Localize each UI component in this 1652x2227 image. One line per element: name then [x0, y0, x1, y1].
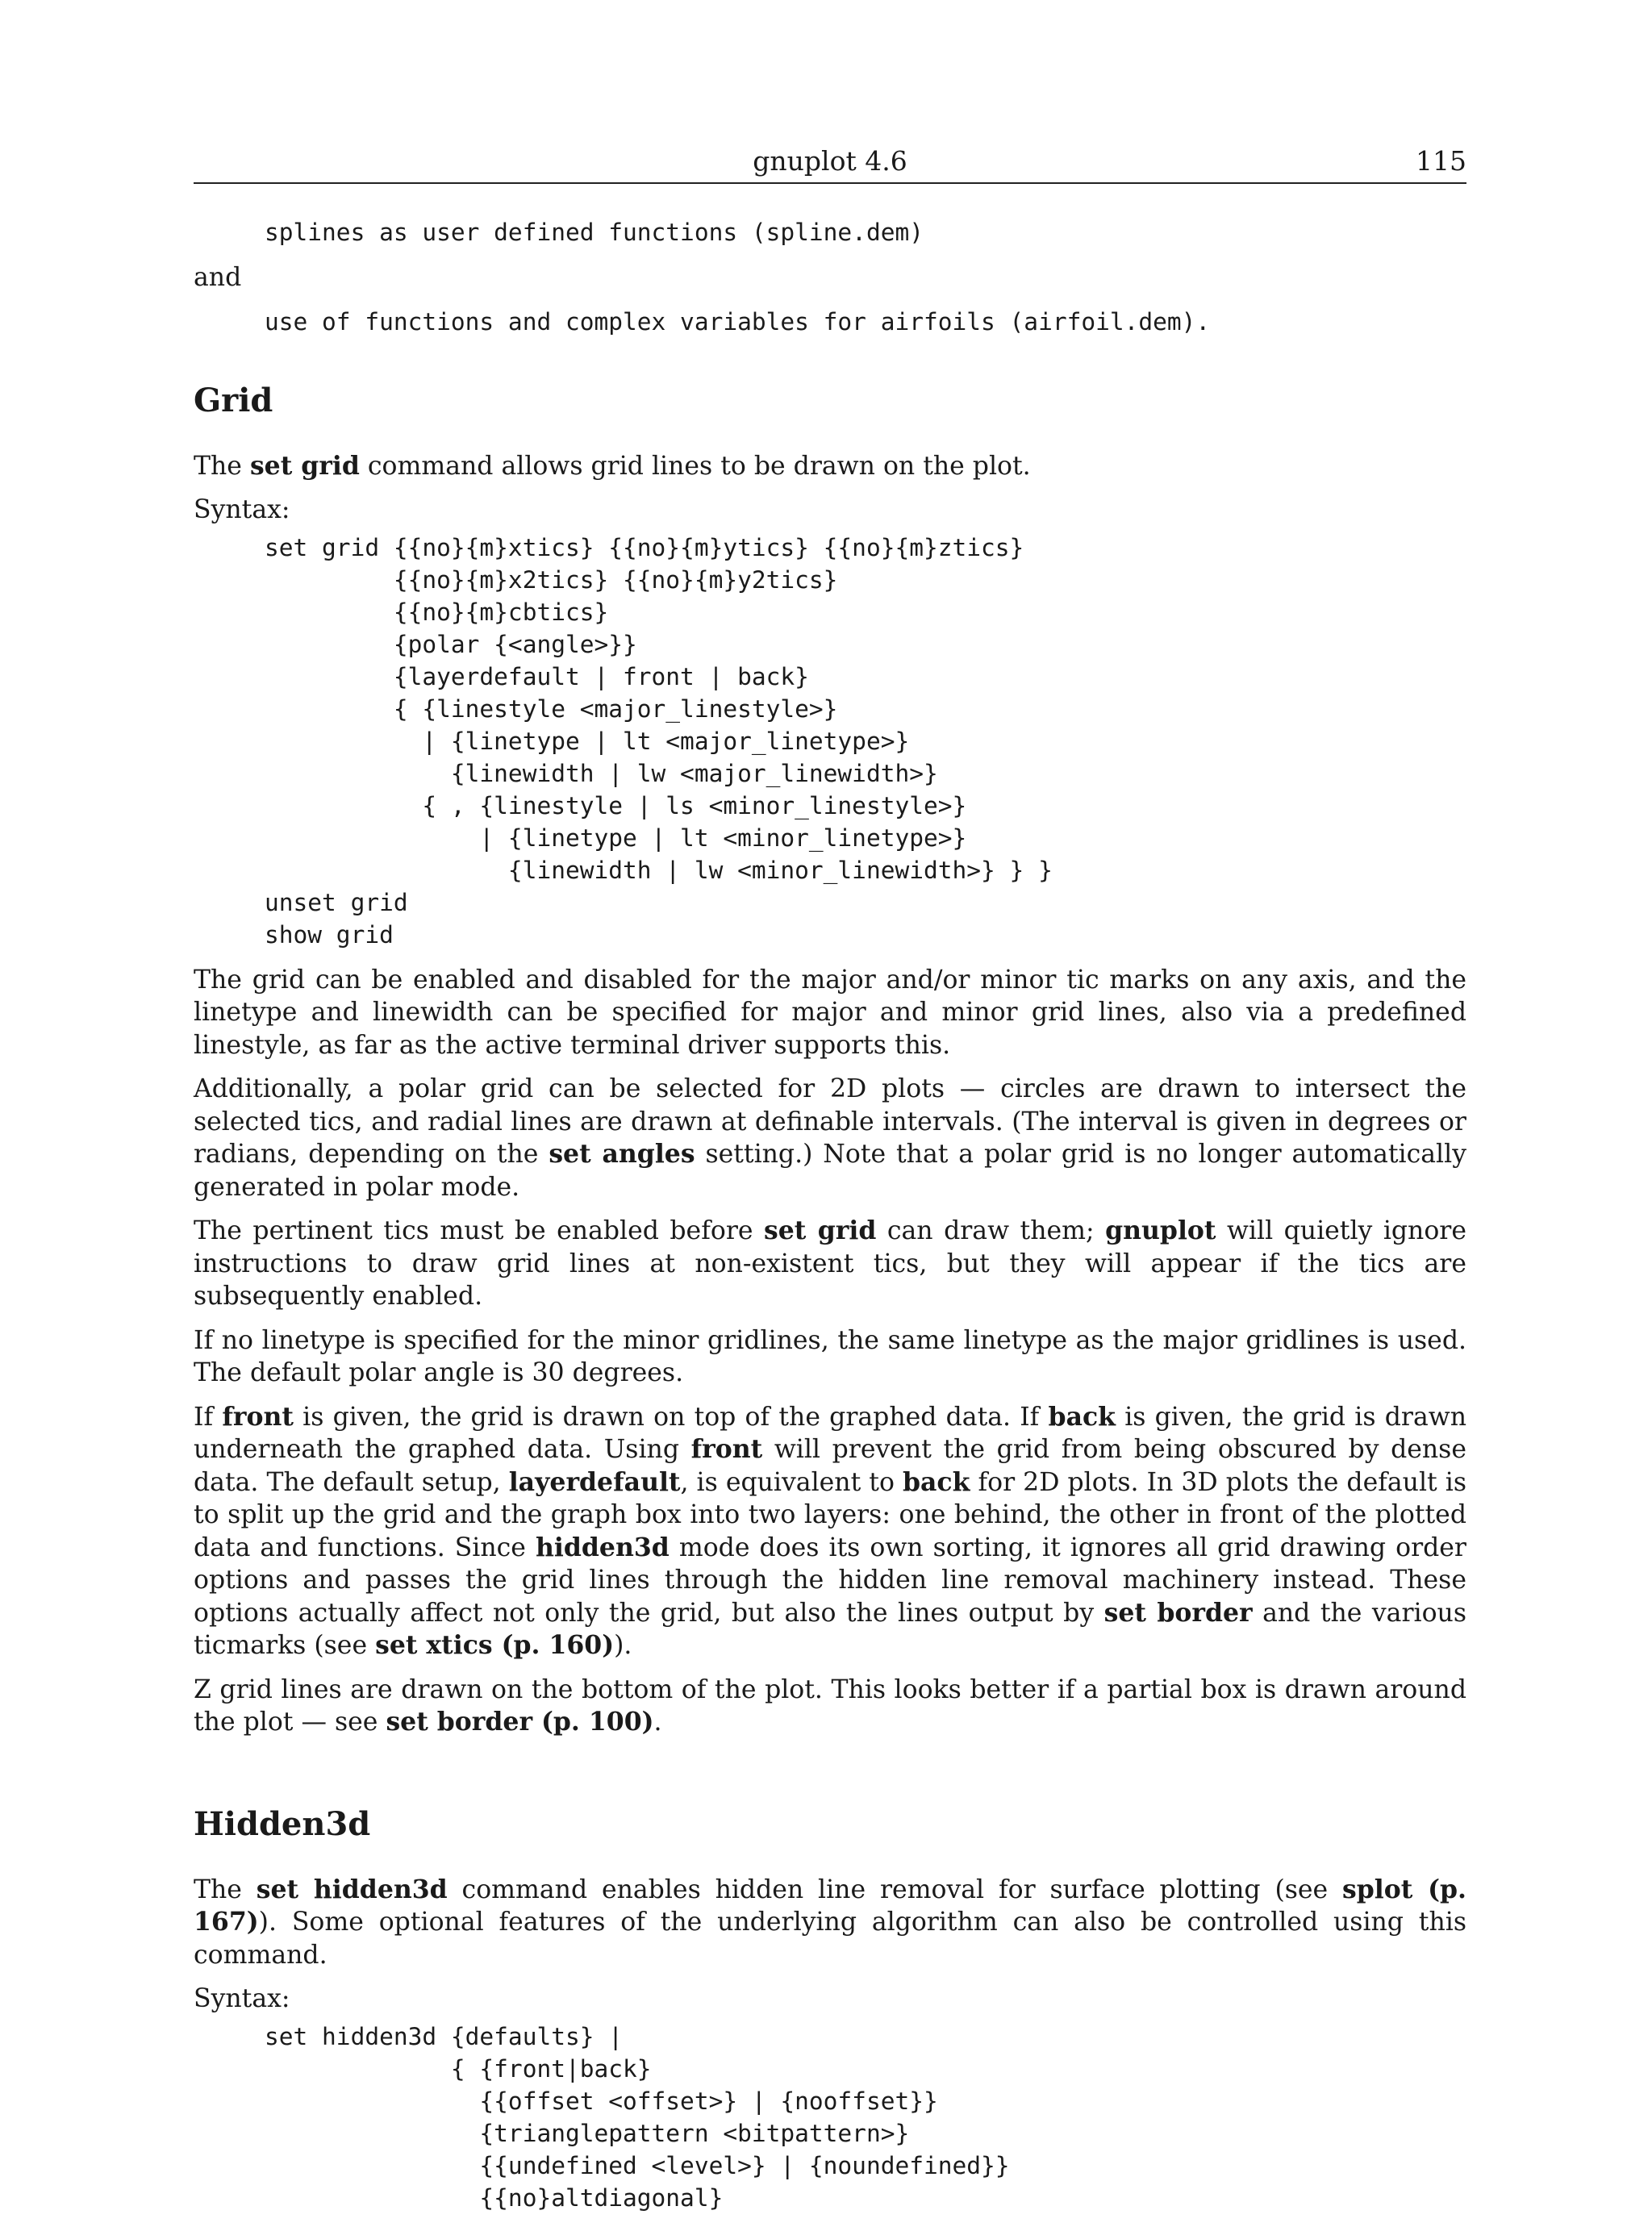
hidden3d-intro-paragraph — [194, 1874, 1466, 1972]
grid-intro-paragraph — [194, 450, 1466, 483]
text-run: for 2D plots. In 3D plots the default is to split up the grid and the graph box into two layers: one behind, the other in front of the plotted data and functions. Since — [194, 1467, 1466, 1562]
text-run: command enables hidden line removal for surface plotting (see — [447, 1875, 1343, 1904]
page-number: 115 — [1416, 145, 1466, 177]
text-run: The — [194, 1875, 257, 1904]
text-run: The — [194, 451, 250, 481]
text-run: If — [194, 1402, 223, 1432]
keyword-back: back — [902, 1466, 970, 1497]
grid-paragraph-6 — [194, 1674, 1466, 1739]
keyword-layerdefault: layerdefault — [508, 1466, 681, 1497]
grid-paragraph-1: The grid can be enabled and disabled for the major and/or minor tic marks on any axis, and the linetype and linewidth can be specified for major and minor grid lines, also via a predefined linestyle, as far as the active terminal driver supports this. — [194, 965, 1466, 1060]
text-run: ). Some optional features of the underlying algorithm can also be controlled using this command. — [194, 1908, 1466, 1970]
text-run: Z grid lines are drawn on the bottom of the plot. This looks better if a partial box is drawn around the plot — see — [194, 1674, 1466, 1737]
reference-set-xtics: set xtics (p. 160) — [375, 1630, 615, 1660]
text-run: can draw them; — [876, 1216, 1106, 1245]
keyword-back: back — [1048, 1401, 1116, 1432]
hidden3d-syntax-code: set hidden3d {defaults} | { {front|back} {{offset <offset>} | {nooffset}} {trianglepattern <bitpattern>} {{undefined <level>} | {noundefined}} {{no}altdiagonal} — [265, 2022, 1010, 2212]
text-run: , is equivalent to — [680, 1467, 903, 1497]
text-run: is given, the grid is drawn underneath the graphed data. Using — [194, 1402, 1466, 1464]
section-heading-grid: Grid — [194, 381, 273, 419]
reference-splot: splot (p. 167) — [194, 1874, 1467, 1937]
command-set-hidden3d: set hidden3d — [256, 1874, 448, 1904]
grid-syntax-code: set grid {{no}{m}xtics} {{no}{m}ytics} {{no}{m}ztics} {{no}{m}x2tics} {{no}{m}y2tics} {{no}{m}cbtics} {polar {<angle>}} {layerdefault | front | back} { {linestyle <major_linestyle>} | {linetype | lt <major_linetype>} {linewidth | lw <major_linewidth>} { , {linestyle | ls <minor_linestyle>} | {linetype | lt <minor_linetype>} {linewidth | lw <minor_linewidth>} } } unset grid show grid — [265, 533, 1053, 949]
page-header — [194, 145, 1466, 184]
grid-paragraph-3 — [194, 1215, 1466, 1313]
grid-paragraph-4: If no linetype is specified for the minor gridlines, the same linetype as the major gridlines is used. The default polar angle is 30 degrees. — [194, 1325, 1466, 1387]
running-title: gnuplot 4.6 — [753, 145, 907, 177]
text-run: is given, the grid is drawn on top of the graphed data. If — [293, 1402, 1049, 1432]
section-heading-hidden3d: Hidden3d — [194, 1804, 371, 1843]
keyword-front: front — [690, 1434, 763, 1464]
text-run: will prevent the grid from being obscured by dense data. The default setup, — [194, 1435, 1466, 1497]
command-set-border: set border — [1103, 1597, 1253, 1628]
reference-set-border: set border (p. 100) — [386, 1707, 654, 1737]
text-run: The pertinent tics must be enabled before — [194, 1216, 765, 1245]
command-set-angles: set angles — [549, 1139, 695, 1169]
grid-paragraph-5 — [194, 1401, 1466, 1662]
connector-and: and — [194, 263, 242, 292]
keyword-hidden3d: hidden3d — [535, 1532, 670, 1562]
text-run: command allows grid lines to be drawn on the plot. — [359, 451, 1031, 481]
hidden3d-syntax-label: Syntax: — [194, 1984, 290, 2013]
text-run: . — [653, 1708, 662, 1737]
text-run: mode does its own sorting, it ignores all grid drawing order options and passes the grid lines through the hidden line removal machinery instead. These options actually affect not only the grid, but also the lines output by — [194, 1533, 1466, 1628]
grid-paragraph-2 — [194, 1073, 1466, 1203]
code-spline-demo: splines as user defined functions (spline.dem) — [265, 219, 924, 246]
program-name: gnuplot — [1105, 1216, 1216, 1245]
text-run: and the various ticmarks (see — [194, 1598, 1466, 1660]
grid-syntax-label: Syntax: — [194, 495, 290, 524]
text-run: setting.) Note that a polar grid is no longer automatically generated in polar mode. — [194, 1140, 1466, 1202]
text-run: ). — [614, 1631, 632, 1660]
text-run: will quietly ignore instructions to draw grid lines at non-existent tics, but they will appear if the tics are subsequently enabled. — [194, 1216, 1467, 1311]
keyword-front: front — [222, 1401, 294, 1432]
page-content — [194, 216, 1466, 2227]
text-run: Additionally, a polar grid can be selected for 2D plots — circles are drawn to intersect the selected tics, and radial lines are drawn at definable intervals. (The interval is given in degrees or radians, depending on the — [194, 1074, 1466, 1169]
command-set-grid: set grid — [764, 1216, 877, 1245]
command-set-grid: set grid — [249, 450, 360, 481]
code-airfoil-demo: use of functions and complex variables for airfoils (airfoil.dem). — [265, 307, 1211, 336]
